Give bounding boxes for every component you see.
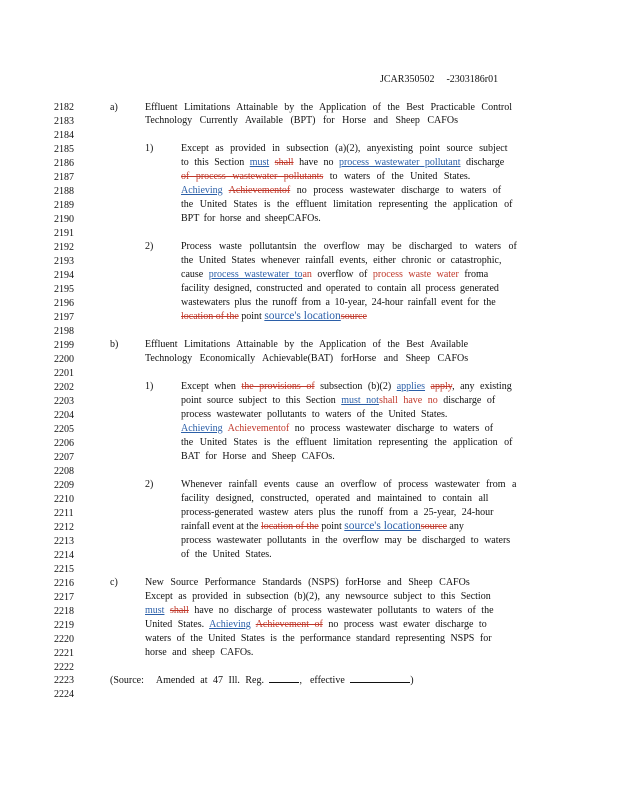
section-a1-line-6: BPT for horse and sheepCAFOs. [181,213,321,224]
line-number: 2209 [54,480,74,491]
line-number: 2183 [54,116,74,127]
insertion: must not [341,395,379,406]
line-number: 2196 [54,298,74,309]
section-b2-line-3: process-generated wastew aters plus the runoff from a 25-year, 24-hour [181,507,494,518]
line-number: 2182 [54,102,74,113]
section-a2-line-5: wastewaters plus the runoff from a 10-year, 24-hour rainfall event for the [181,297,496,308]
section-c-line-4: waters of the United States is the performance standard representing NSPS for [145,633,492,644]
section-c-line-1: Except as provided in subsection (b)(2), any newsource subject to this Section [145,591,491,602]
section-a1-line-2: to this Section must shall have no process wastewater pollutant discharge [181,157,505,168]
deletion: apply [430,381,453,392]
insertion: Achieving [209,619,251,630]
line-number: 2219 [54,620,74,631]
section-b1-line-6: BAT for Horse and Sheep CAFOs. [181,451,335,462]
section-a1-label: 1) [145,143,154,154]
section-c-line-3: United States. Achieving Achievement of no process wast ewater discharge to [145,619,487,630]
section-b1-line-4: Achieving Achievementof no process wastewater discharge to waters of [181,423,494,434]
section-b-label: b) [110,339,119,350]
section-b1-line-1: Except when the provisions of subsection (b)(2) applies apply, any existing [181,381,512,392]
line-number: 2214 [54,550,74,561]
line-number: 2199 [54,340,74,351]
changed-text: an [302,269,312,280]
insertion: must [145,605,165,616]
effective-date-blank [350,673,410,683]
section-b1-label: 1) [145,381,154,392]
section-b2-line-4: rainfall event at the location of the point source's locationsource any [181,520,464,532]
section-a2-line-6: location of the point source's locationsource [181,310,367,322]
line-number: 2223 [54,675,74,686]
insertion: process wastewater pollutant [338,157,461,168]
document-header [380,74,510,85]
line-number: 2197 [54,312,74,323]
line-number: 2205 [54,424,74,435]
document-id: JCAR350502 [380,74,435,85]
deletion: location of the [260,521,319,532]
line-number: 2193 [54,256,74,267]
section-a-title-line-1: Effluent Limitations Attainable by the Application of the Best Practicable Control [145,102,512,113]
section-c-line-5: horse and sheep CAFOs. [145,647,254,658]
line-number: 2212 [54,522,74,533]
section-a-title-line-2: Technology Currently Available (BPT) for Horse and Sheep CAFOs [145,115,458,126]
section-b-title-line-1: Effluent Limitations Attainable by the Application of the Best Available [145,339,469,350]
line-number: 2220 [54,634,74,645]
line-number: 2218 [54,606,74,617]
section-c-label: c) [110,577,118,588]
insertion: source's location [344,520,421,532]
line-number: 2203 [54,396,74,407]
insertion: must [249,157,270,168]
section-c-line-2: must shall have no discharge of process wastewater pollutants to waters of the [145,605,494,616]
section-c-title: New Source Performance Standards (NSPS) forHorse and Sheep CAFOs [145,577,470,588]
line-number: 2192 [54,242,74,253]
line-number: 2215 [54,564,74,575]
line-number: 2213 [54,536,74,547]
section-a1-line-4: Achieving Achievementof no process wastewater discharge to waters of [181,185,502,196]
deletion: of process wastewater pollutants [181,171,324,182]
revision-id: -2303186r01 [446,74,499,85]
section-a2-line-4: facility designed, constructed and operated to contain all process generated [181,283,499,294]
line-number: 2189 [54,200,74,211]
line-number: 2186 [54,158,74,169]
line-number: 2222 [54,662,74,673]
source-note: (Source: Amended at 47 Ill. Reg. , effective ) [110,675,414,686]
line-number: 2200 [54,354,74,365]
section-a1-line-3: of process wastewater pollutants to waters of the United States. [181,171,471,182]
line-number: 2206 [54,438,74,449]
section-a-label: a) [110,102,118,113]
deletion: shall [169,605,189,616]
section-b1-line-5: the United States is the effluent limitation representing the application of [181,437,513,448]
line-number: 2190 [54,214,74,225]
section-b2-line-6: of the United States. [181,549,272,560]
line-number: 2184 [54,130,74,141]
line-number: 2194 [54,270,74,281]
insertion: Achieving [181,185,223,196]
line-number: 2195 [54,284,74,295]
reg-page-blank [269,673,299,683]
line-number: 2224 [54,689,74,700]
section-b2-line-1: Whenever rainfall events cause an overflow of process wastewater from a [181,479,517,490]
deletion: Achievementof [228,185,291,196]
line-number: 2216 [54,578,74,589]
section-b-title-line-2: Technology Economically Achievable(BAT) forHorse and Sheep CAFOs [145,353,469,364]
line-number: 2188 [54,186,74,197]
line-number: 2207 [54,452,74,463]
section-b2-label: 2) [145,479,154,490]
line-number: 2191 [54,228,74,239]
line-number: 2187 [54,172,74,183]
section-a2-line-2: the United States whenever rainfall events, either chronic or catastrophic, [181,255,502,266]
line-number: 2217 [54,592,74,603]
deletion: location of the [181,311,239,322]
section-b2-line-2: facility designed, constructed, operated and maintained to contain all [181,493,489,504]
line-number: 2204 [54,410,74,421]
line-number: 2201 [54,368,74,379]
line-number: 2221 [54,648,74,659]
insertion: process wastewater to [208,269,303,280]
section-a2-line-3: cause process wastewater toan overflow of process waste water froma [181,269,489,280]
section-b2-line-5: process wastewater pollutants in the overflow may be discharged to waters [181,535,511,546]
line-number: 2208 [54,466,74,477]
section-a1-line-1: Except as provided in subsection (a)(2), anyexisting point source subject [181,143,508,154]
section-b1-line-3: process wastewater pollutants to waters of the United States. [181,409,448,420]
insertion: source's location [264,310,341,322]
changed-text: shall have no [378,395,438,406]
insertion: applies [396,381,426,392]
changed-text: Achievementof [227,423,290,434]
insertion: Achieving [181,423,223,434]
deletion: source [340,311,367,322]
line-number: 2211 [54,508,74,519]
deletion: source [420,521,447,532]
section-b1-line-2: point source subject to this Section must notshall have no discharge of [181,395,496,406]
line-number: 2185 [54,144,74,155]
line-number: 2210 [54,494,74,505]
deletion: the provisions of [241,381,315,392]
deletion: Achievement of [255,619,323,630]
deletion: shall [274,157,294,168]
line-number: 2198 [54,326,74,337]
section-a2-label: 2) [145,241,154,252]
section-a1-line-5: the United States is the effluent limitation representing the application of [181,199,513,210]
line-number: 2202 [54,382,74,393]
changed-text: process waste water [372,269,459,280]
section-a2-line-1: Process waste pollutantsin the overflow may be discharged to waters of [181,241,517,252]
